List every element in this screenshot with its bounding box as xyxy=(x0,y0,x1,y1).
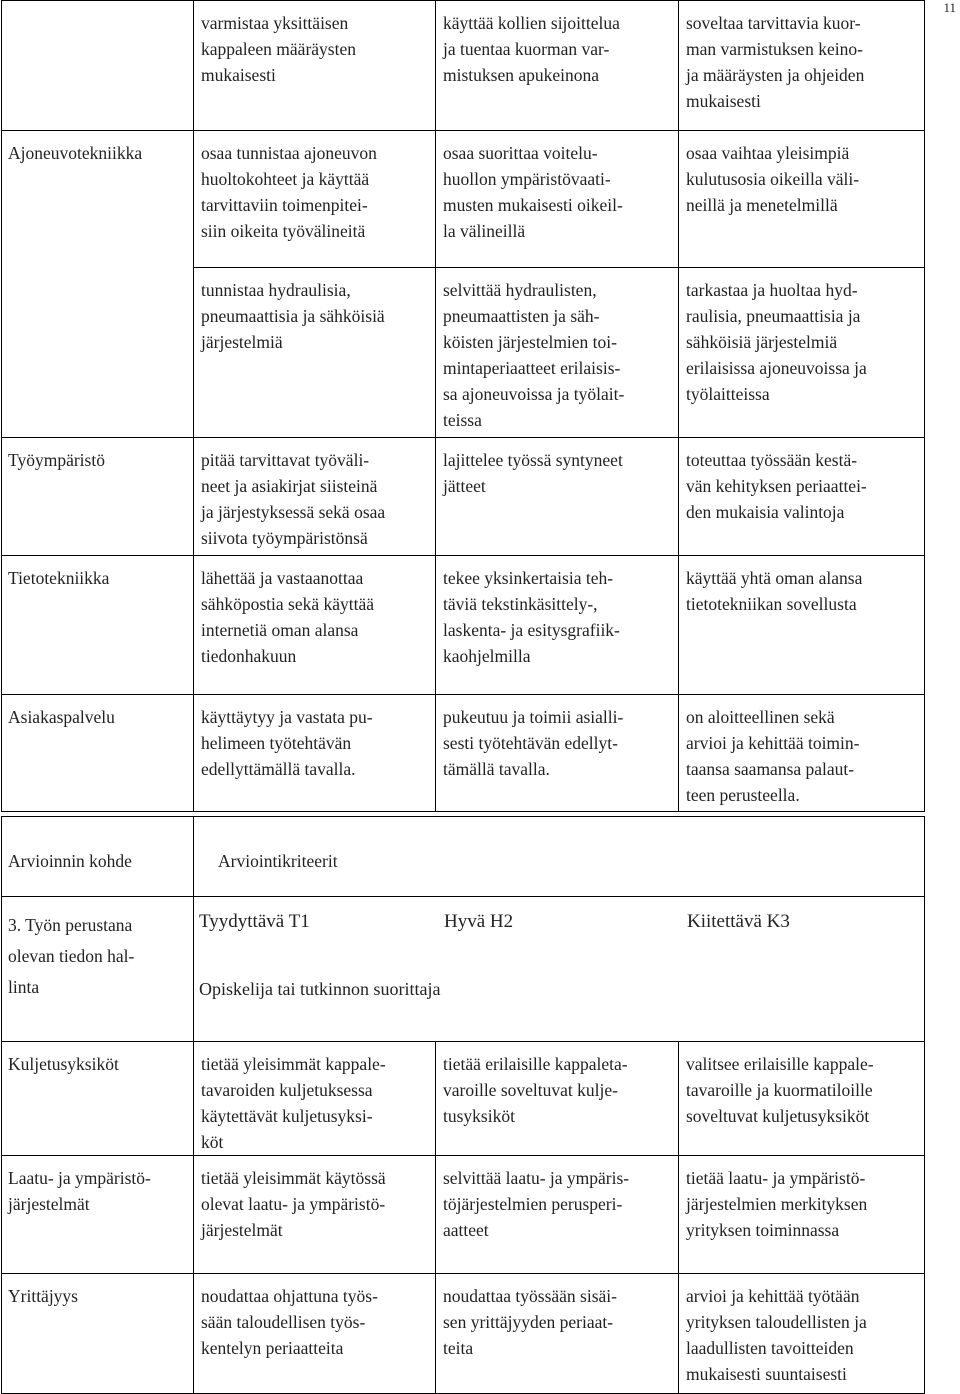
row-label: Yrittäjyys xyxy=(8,1286,78,1306)
row-label-cell xyxy=(2,556,194,695)
criterion-k3-cell xyxy=(679,695,925,812)
criterion-k3-cell xyxy=(679,268,925,438)
criterion-h2-cell xyxy=(436,556,679,695)
row-label: Asiakaspalvelu xyxy=(8,707,115,727)
criteria-table-lower xyxy=(1,816,925,1394)
criterion-h2-cell xyxy=(436,695,679,812)
section-label: 3. Työn perustana olevan tiedon hal- linta xyxy=(8,915,135,997)
criterion-h2: tietää erilaisille kappaleta- varoille soveltuvat kulje- tusyksiköt xyxy=(443,1054,628,1126)
criterion-h2: käyttää kollien sijoittelua ja tuentaa kuorman var- mistuksen apukeinona xyxy=(443,13,620,85)
grade-k3: Kiitettävä K3 xyxy=(687,911,790,932)
table-header-row xyxy=(2,817,925,897)
row-label-cell xyxy=(2,131,194,268)
criterion-h2-cell xyxy=(436,1274,679,1394)
criterion-h2: osaa suorittaa voitelu- huollon ympäristövaati- musten mukaisesti oikeil- la välineillä xyxy=(443,143,623,241)
row-label-cell xyxy=(2,1042,194,1156)
criterion-k3: valitsee erilaisille kappale- tavaroille ja kuormatiloille soveltuvat kuljetusyksiköt xyxy=(686,1054,874,1126)
page-number: 11 xyxy=(943,0,956,15)
criterion-t1-cell xyxy=(194,1274,436,1394)
criterion-k3-cell xyxy=(679,438,925,556)
criterion-t1: tietää yleisimmät käytössä olevat laatu- ja ympäristö- järjestelmät xyxy=(201,1168,386,1240)
header-assessment-target: Arvioinnin kohde xyxy=(8,851,132,871)
criterion-k3: soveltaa tarvittavia kuor- man varmistuksen keino- ja määräysten ja ohjeiden mukaisesti xyxy=(686,13,865,111)
row-label: Kuljetusyksiköt xyxy=(8,1054,119,1074)
criterion-t1: varmistaa yksittäisen kappaleen määräysten mukaisesti xyxy=(201,13,356,85)
row-label-cell xyxy=(2,695,194,812)
criterion-k3: tietää laatu- ja ympäristö- järjestelmien merkityksen yrityksen toiminnassa xyxy=(686,1168,868,1240)
criterion-k3: osaa vaihtaa yleisimpiä kulutusosia oikeilla väli- neillä ja menetelmillä xyxy=(686,143,860,215)
header-assessment-criteria: Arviointikriteerit xyxy=(218,851,338,871)
subject-note: Opiskelija tai tutkinnon suorittaja xyxy=(199,979,441,999)
criterion-h2: noudattaa työssään sisäi- sen yrittäjyyden periaat- teita xyxy=(443,1286,617,1358)
criterion-k3-cell xyxy=(679,131,925,268)
table-row xyxy=(2,1,925,131)
criterion-t1: osaa tunnistaa ajoneuvon huoltokohteet ja käyttää tarvittaviin toimenpitei- siin oikeita työvälineitä xyxy=(201,143,377,241)
criterion-t1-cell xyxy=(194,1156,436,1274)
table-row xyxy=(2,695,925,812)
criterion-t1: noudattaa ohjattuna työs- sään taloudellisen työs- kentelyn periaatteita xyxy=(201,1286,378,1358)
row-label-cell xyxy=(2,1,194,131)
criterion-h2: tekee yksinkertaisia teh- täviä tekstinkäsittely-, laskenta- ja esitysgrafiik- kaohjelmilla xyxy=(443,568,620,666)
table-row xyxy=(2,1274,925,1394)
criterion-h2-cell xyxy=(436,438,679,556)
row-label: Tietotekniikka xyxy=(8,568,110,588)
row-label: Laatu- ja ympäristö- järjestelmät xyxy=(8,1168,151,1214)
criterion-t1: pitää tarvittavat työväli- neet ja asiakirjat siisteinä ja järjestyksessä sekä osaa siivota työympäristönsä xyxy=(201,450,386,548)
row-label xyxy=(2,1,193,10)
table-row xyxy=(2,1156,925,1274)
criterion-h2: lajittelee työssä syntyneet jätteet xyxy=(443,450,623,496)
header-target-cell xyxy=(2,817,194,897)
criterion-h2-cell xyxy=(436,268,679,438)
table-row xyxy=(2,438,925,556)
criterion-t1-cell xyxy=(194,556,436,695)
row-label xyxy=(2,268,193,277)
section-label-cell xyxy=(2,897,194,1042)
table-row xyxy=(2,131,925,268)
criterion-h2-cell xyxy=(436,1156,679,1274)
criterion-k3: on aloitteellinen sekä arvioi ja kehittää toimin- taansa saamansa palaut- teen perusteella. xyxy=(686,707,860,805)
grade-header-row xyxy=(2,897,925,1042)
row-label-cell xyxy=(2,438,194,556)
grade-h2: Hyvä H2 xyxy=(444,911,514,932)
criterion-k3: toteuttaa työssään kestä- vän kehityksen periaattei- den mukaisia valintoja xyxy=(686,450,867,522)
criterion-t1-cell xyxy=(194,1042,436,1156)
table-row xyxy=(2,556,925,695)
table-row xyxy=(2,268,925,438)
criteria-table-upper xyxy=(1,0,925,812)
table-row xyxy=(2,1042,925,1156)
criterion-t1-cell xyxy=(194,1,436,131)
criterion-h2: selvittää laatu- ja ympäris- töjärjestelmien perusperi- aatteet xyxy=(443,1168,630,1240)
criterion-h2: pukeutuu ja toimii asialli- sesti työtehtävän edellyt- tämällä tavalla. xyxy=(443,707,624,779)
criterion-t1-cell xyxy=(194,131,436,268)
criterion-k3: tarkastaa ja huoltaa hyd- raulisia, pneumaattisia ja sähköisiä järjestelmiä erilaisissa ajoneuvoissa ja työlaitteissa xyxy=(686,280,867,404)
row-label: Työympäristö xyxy=(8,450,105,470)
row-label-cell xyxy=(2,1274,194,1394)
criterion-k3-cell xyxy=(679,1,925,131)
criterion-h2-cell xyxy=(436,131,679,268)
criterion-h2-cell xyxy=(436,1042,679,1156)
criterion-k3-cell xyxy=(679,1042,925,1156)
row-label-cell xyxy=(2,268,194,438)
header-criteria-cell xyxy=(194,817,925,897)
criterion-k3-cell xyxy=(679,556,925,695)
row-label-cell xyxy=(2,1156,194,1274)
criterion-k3: käyttää yhtä oman alansa tietotekniikan sovellusta xyxy=(686,568,863,614)
criterion-t1: tunnistaa hydraulisia, pneumaattisia ja sähköisiä järjestelmiä xyxy=(201,280,385,352)
criterion-t1: tietää yleisimmät kappale- tavaroiden kuljetuksessa käytettävät kuljetusyksi- köt xyxy=(201,1054,386,1152)
criterion-h2-cell xyxy=(436,1,679,131)
criterion-h2: selvittää hydraulisten, pneumaattisten ja säh- köisten järjestelmien toi- mintaperiaatteet erilaisis- sa ajoneuvoissa ja työlait- teissa xyxy=(443,280,625,430)
criterion-t1-cell xyxy=(194,438,436,556)
criterion-k3: arvioi ja kehittää työtään yrityksen taloudellisten ja laadullisten tavoitteiden mukaisesti suuntaisesti xyxy=(686,1286,867,1384)
criterion-t1-cell xyxy=(194,268,436,438)
criterion-t1-cell xyxy=(194,695,436,812)
criterion-k3-cell xyxy=(679,1156,925,1274)
row-label: Ajoneuvotekniikka xyxy=(8,143,143,163)
criterion-t1: käyttäytyy ja vastata pu- helimeen työtehtävän edellyttämällä tavalla. xyxy=(201,707,373,779)
criterion-k3-cell xyxy=(679,1274,925,1394)
grade-t1: Tyydyttävä T1 xyxy=(199,911,310,932)
grade-cell xyxy=(194,897,925,1042)
criterion-t1: lähettää ja vastaanottaa sähköpostia sekä käyttää internetiä oman alansa tiedonhakuun xyxy=(201,568,375,666)
